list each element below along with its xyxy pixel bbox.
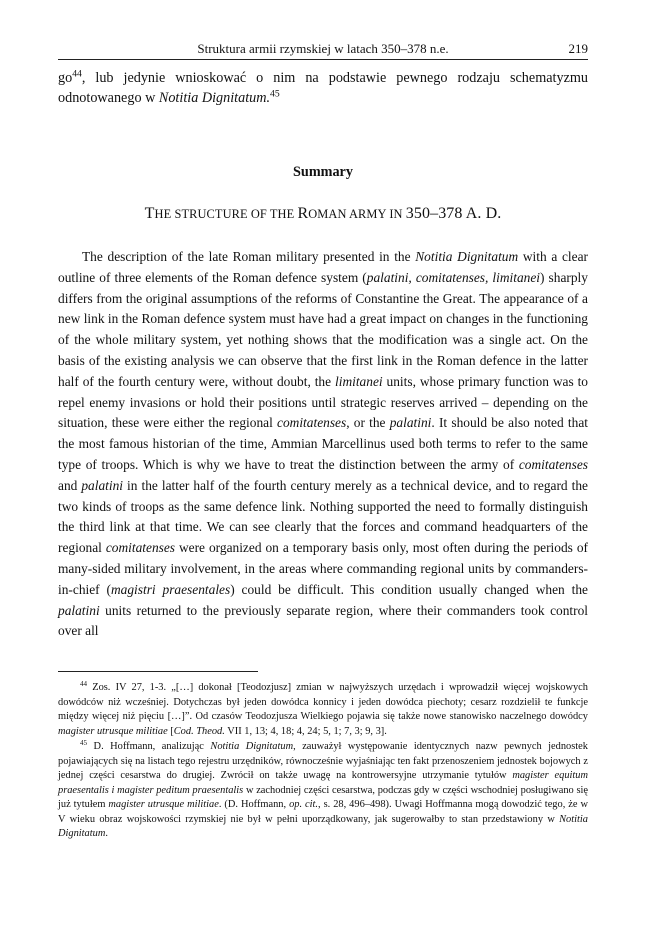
footnotes — [58, 681, 588, 843]
text-run: , s. 28, 496–498). Uwagi Hoffmanna mogą dowodzić tego, że w V wieku obraz wojskowości rzymskiej nie był w pełni uporządkowany, jak sugerowałby to stan przedstawiony w — [58, 799, 588, 825]
italic-run: Notitia Dignitatum. — [158, 90, 271, 106]
footnote-separator — [58, 671, 258, 672]
text-run: , lub jedynie wnioskować o nim na podstawie pewnego rodzaju schematyzmu odnotowanego w — [58, 70, 588, 106]
text-run: D. Hoffmann, analizując — [87, 741, 211, 752]
text-run: . (D. Hoffmann, — [218, 799, 290, 810]
summary-heading: Summary — [293, 164, 353, 180]
text-run: were organized on a temporary basis only, most often during the periods of many-sided military involvement, in the areas where commanding regional units by commanders-in-chief ( — [58, 540, 588, 597]
italic-run: magistri praesentales — [110, 581, 231, 597]
continued-paragraph — [58, 68, 588, 108]
text-run: ) could be difficult. This condition usually changed when the — [230, 581, 588, 597]
italic-run: palatini — [58, 602, 100, 618]
summary-paragraph — [58, 247, 588, 642]
title-run: R — [297, 205, 309, 222]
italic-run: op. cit. — [289, 799, 319, 810]
italic-run: palatini, comitatenses, limitanei — [366, 269, 541, 285]
footnote-number: 44 — [80, 680, 88, 689]
italic-run: comitatenses — [105, 540, 176, 556]
italic-run: magister utrusque militiae — [108, 799, 219, 810]
italic-run: magister equitum praesentalis i magister peditum praesentalis — [58, 770, 588, 796]
italic-run: comitatenses — [518, 456, 588, 472]
text-run: , or the — [346, 415, 390, 431]
title-run: 350–378 A. D. — [405, 205, 502, 222]
italic-run: magister utrusque militiae — [58, 725, 168, 737]
footnote-number: 45 — [80, 739, 88, 748]
footnote-ref-45[interactable]: 45 — [270, 88, 280, 100]
italic-run: Notitia Dignitatum — [415, 249, 519, 264]
italic-run: comitatenses — [277, 415, 347, 431]
page-number: 219 — [568, 41, 588, 56]
running-header — [58, 41, 588, 60]
text-run: w zachodniej części cesarstwa, podczas gdy w części wschodniej posługiwano się już tytułem — [58, 784, 588, 810]
title-run: T — [144, 205, 155, 222]
italic-run: limitanei — [335, 373, 383, 389]
text-run: VII 1, 13; 4, 18; 4, 24; 5, 1; 7, 3; 9, 3]. — [224, 725, 387, 737]
footnote-44 — [58, 681, 588, 739]
footnote-45 — [58, 740, 588, 842]
text-run: and — [58, 477, 82, 493]
running-title: Struktura armii rzymskiej w latach 350–378 n.e. — [197, 41, 449, 56]
italic-run: palatini — [81, 477, 124, 493]
title-run: HE STRUCTURE OF THE — [154, 207, 298, 221]
text-run: . — [105, 828, 108, 839]
text-run: Zos. IV 27, 1-3. „[…] dokonał [Teodozjusz] zmian w najwyższych urzędach i wprowadził więcej wojskowych dowódców niż wcześniej. Dotychczas był jeden dowódca konnicy i jeden dowódca piechoty; cesarz rozdzielił te funkcje między więcej niż pięciu […]”. Od czasów Teodozjusza Wielkiego pojawia się także nowe stanowisko naczelnego dowódcy — [58, 682, 588, 722]
text-run: , zauważył występowanie identycznych nazw pewnych jednostek pojawiających się na listach tego rejestru urzędników, równocześnie wyjaśniając ten fakt przenoszeniem jednostek bojowych z jednej części cesarstwa do drugiej. Zwrócił on także uwagę na kontrowersyjne utrzymanie tytułów — [58, 741, 588, 781]
text-run: units returned to the previously separate region, where their commanders took control over all — [58, 602, 588, 639]
italic-run: Notitia Dignitatum — [210, 741, 294, 752]
text-run: in the latter half of the fourth century merely as a technical device, and to regard the two kinds of troops as the same defence link. Nothing supported the need to formally distinguish the third link at that time. We can see clearly that the forces and command headquarters of the regional — [58, 477, 588, 556]
footnote-ref-44[interactable]: 44 — [72, 68, 82, 80]
text-run: . It should be also noted that the most famous historian of the time, Ammian Marcellinus used both terms to refer to the same type of troops. Which is why we have to treat the distinction between the army of — [58, 415, 588, 472]
text-run: ) sharply differs from the original assumptions of the reforms of Constantine the Great. The appearance of a new link in the Roman defence system must have had a great impact on changes in the functioning of the whole military system, yet nothing shows that the modification was a single act. On the basis of the existing analysis we can observe that the first link in the Roman defence in the latter half of the fourth century were, without doubt, the — [58, 269, 588, 389]
italic-run: Cod. Theod. — [173, 725, 225, 737]
title-run: OMAN ARMY IN — [308, 207, 406, 221]
text-run: units, whose primary function was to repel enemy invasions or hold their positions until strategic reserves arrived – depending on the situation, these were either the regional — [58, 373, 588, 431]
italic-run: palatini — [389, 415, 432, 431]
summary-title — [58, 205, 588, 223]
text-run: with a clear outline of three elements of the Roman defence system ( — [58, 249, 588, 285]
italic-run: Notitia Dignitatum — [58, 813, 588, 839]
text-run: [ — [167, 725, 174, 737]
text-run: The description of the late Roman military presented in the — [82, 249, 416, 264]
text-run: go — [58, 70, 73, 86]
